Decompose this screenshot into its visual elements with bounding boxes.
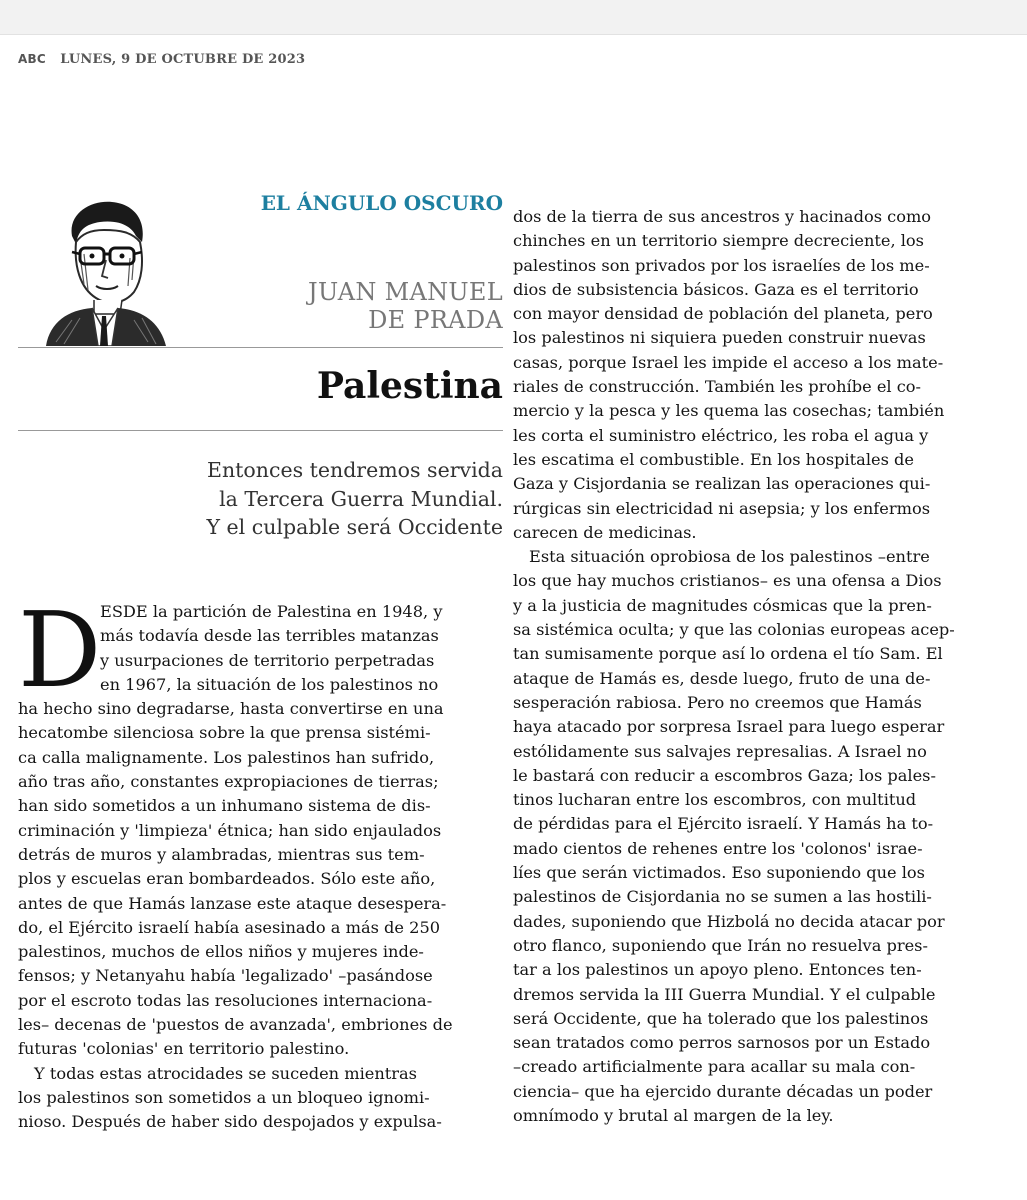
text-line: ataque de Hamás es, desde luego, fruto de una de- bbox=[513, 668, 931, 688]
article-column-left bbox=[18, 589, 503, 1135]
text-line: dios de subsistencia básicos. Gaza es el territorio bbox=[513, 279, 919, 299]
text-line: estólidamente sus salvajes represalias. A Israel no bbox=[513, 741, 927, 761]
text-line: casas, porque Israel les impide el acceso a los mate- bbox=[513, 352, 944, 372]
text-line: hecatombe silenciosa sobre la que prensa sistémi- bbox=[18, 723, 431, 743]
author-first-name: JUAN MANUEL bbox=[308, 278, 503, 306]
text-line: omnímodo y brutal al margen de la ley. bbox=[513, 1105, 834, 1125]
article-subtitle bbox=[100, 456, 503, 542]
masthead bbox=[18, 52, 305, 67]
text-line: detrás de muros y alambradas, mientras sus tem- bbox=[18, 844, 425, 864]
text-line: por el escroto todas las resoluciones internaciona- bbox=[18, 990, 433, 1010]
text-line: les corta el suministro eléctrico, les roba el agua y bbox=[513, 425, 929, 445]
text-line: y usurpaciones de territorio perpetradas bbox=[100, 650, 435, 670]
text-line: haya atacado por sorpresa Israel para luego esperar bbox=[513, 717, 945, 737]
text-line: mercio y la pesca y les quema las cosechas; también bbox=[513, 401, 945, 421]
text-line: plos y escuelas eran bombardeados. Sólo este año, bbox=[18, 869, 436, 889]
text-line: –creado artificialmente para acallar su mala con- bbox=[513, 1057, 916, 1077]
divider-top bbox=[18, 347, 503, 348]
article-column-right bbox=[513, 205, 1013, 1128]
text-line: le bastará con reducir a escombros Gaza; los pales- bbox=[513, 765, 936, 785]
text-line: de pérdidas para el Ejército israelí. Y Hamás ha to- bbox=[513, 814, 934, 834]
text-line: con mayor densidad de población del planeta, pero bbox=[513, 304, 933, 324]
author-last-name: DE PRADA bbox=[368, 306, 503, 334]
divider-middle bbox=[18, 430, 503, 431]
text-line: año tras año, constantes expropiaciones de tierras; bbox=[18, 772, 439, 792]
subtitle-line: la Tercera Guerra Mundial. bbox=[219, 486, 503, 511]
text-line: tar a los palestinos un apoyo pleno. Entonces ten- bbox=[513, 960, 922, 980]
author-portrait-icon bbox=[38, 196, 173, 346]
text-line: en 1967, la situación de los palestinos no bbox=[100, 674, 439, 694]
text-line: carecen de medicinas. bbox=[513, 522, 697, 542]
text-line: sa sistémica oculta; y que las colonias europeas acep- bbox=[513, 620, 955, 640]
text-line: dos de la tierra de sus ancestros y hacinados como bbox=[513, 207, 932, 226]
text-line: los palestinos son sometidos a un bloqueo ignomi- bbox=[18, 1087, 430, 1107]
portrait-drawing bbox=[38, 196, 173, 346]
subtitle-line: Entonces tendremos servida bbox=[207, 458, 503, 482]
text-line: rúrgicas sin electricidad ni asepsia; y los enfermos bbox=[513, 498, 931, 518]
text-line: Y todas estas atrocidades se suceden mientras bbox=[34, 1063, 417, 1083]
text-line: los palestinos ni siquiera pueden construir nuevas bbox=[513, 328, 926, 348]
text-line: ha hecho sino degradarse, hasta convertirse en una bbox=[18, 699, 444, 719]
text-line: los que hay muchos cristianos– es una ofensa a Dios bbox=[513, 571, 942, 591]
text-line: criminación y 'limpieza' étnica; han sido enjaulados bbox=[18, 820, 442, 840]
article-title: Palestina bbox=[316, 365, 503, 407]
text-line: más todavía desde las terribles matanzas bbox=[100, 626, 439, 646]
text-line: sesperación rabiosa. Pero no creemos que Hamás bbox=[513, 692, 922, 712]
text-line: palestinos de Cisjordania no se sumen a las hostili- bbox=[513, 887, 932, 907]
section-label: EL ÁNGULO OSCURO bbox=[260, 191, 503, 215]
text-line: ESDE la partición de Palestina en 1948, y bbox=[100, 602, 443, 621]
text-line: tinos lucharan entre los escombros, con multitud bbox=[513, 790, 917, 810]
author-byline bbox=[250, 278, 503, 334]
text-line: riales de construcción. También les prohíbe el co- bbox=[513, 377, 922, 397]
text-line: antes de que Hamás lanzase este ataque desespera- bbox=[18, 893, 447, 913]
text-line: futuras 'colonias' en territorio palestino. bbox=[18, 1039, 350, 1059]
text-line: nioso. Después de haber sido despojados y expulsa- bbox=[18, 1112, 442, 1132]
text-line: ca calla malignamente. Los palestinos han sufrido, bbox=[18, 747, 435, 767]
text-line: mado cientos de rehenes entre los 'colonos' israe- bbox=[513, 838, 923, 858]
text-line: y a la justicia de magnitudes cósmicas que la pren- bbox=[513, 595, 932, 615]
newspaper-brand: ABC bbox=[18, 52, 46, 66]
text-line: do, el Ejército israelí había asesinado a más de 250 bbox=[18, 917, 441, 937]
text-line: otro flanco, suponiendo que Irán no resuelva pres- bbox=[513, 935, 928, 955]
text-line: palestinos son privados por los israelíes de los me- bbox=[513, 255, 930, 275]
text-line: chinches en un territorio siempre decreciente, los bbox=[513, 231, 924, 251]
top-blurred-strip bbox=[0, 0, 1027, 35]
text-line: Gaza y Cisjordania se realizan las operaciones qui- bbox=[513, 474, 931, 494]
text-line: les escatima el combustible. En los hospitales de bbox=[513, 449, 914, 469]
text-line: fensos; y Netanyahu había 'legalizado' –pasándose bbox=[18, 966, 433, 986]
text-line: dades, suponiendo que Hizbolá no decida atacar por bbox=[513, 911, 945, 931]
text-line: han sido sometidos a un inhumano sistema de dis- bbox=[18, 796, 431, 816]
text-line: líes que serán victimados. Eso suponiendo que los bbox=[513, 863, 925, 883]
edition-date: LUNES, 9 DE OCTUBRE DE 2023 bbox=[60, 52, 306, 67]
text-line: tan sumisamente porque así lo ordena el tío Sam. El bbox=[513, 644, 943, 664]
text-line: les– decenas de 'puestos de avanzada', embriones de bbox=[18, 1015, 453, 1035]
drop-cap: D bbox=[18, 589, 102, 711]
text-line: será Occidente, que ha tolerado que los palestinos bbox=[513, 1008, 929, 1028]
text-line: ciencia– que ha ejercido durante décadas un poder bbox=[513, 1081, 933, 1101]
subtitle-line: Y el culpable será Occidente bbox=[206, 515, 503, 539]
text-line: dremos servida la III Guerra Mundial. Y el culpable bbox=[513, 984, 936, 1004]
text-line: palestinos, muchos de ellos niños y mujeres inde- bbox=[18, 942, 424, 962]
text-line: sean tratados como perros sarnosos por un Estado bbox=[513, 1033, 931, 1053]
text-line: Esta situación oprobiosa de los palestinos –entre bbox=[529, 547, 930, 567]
